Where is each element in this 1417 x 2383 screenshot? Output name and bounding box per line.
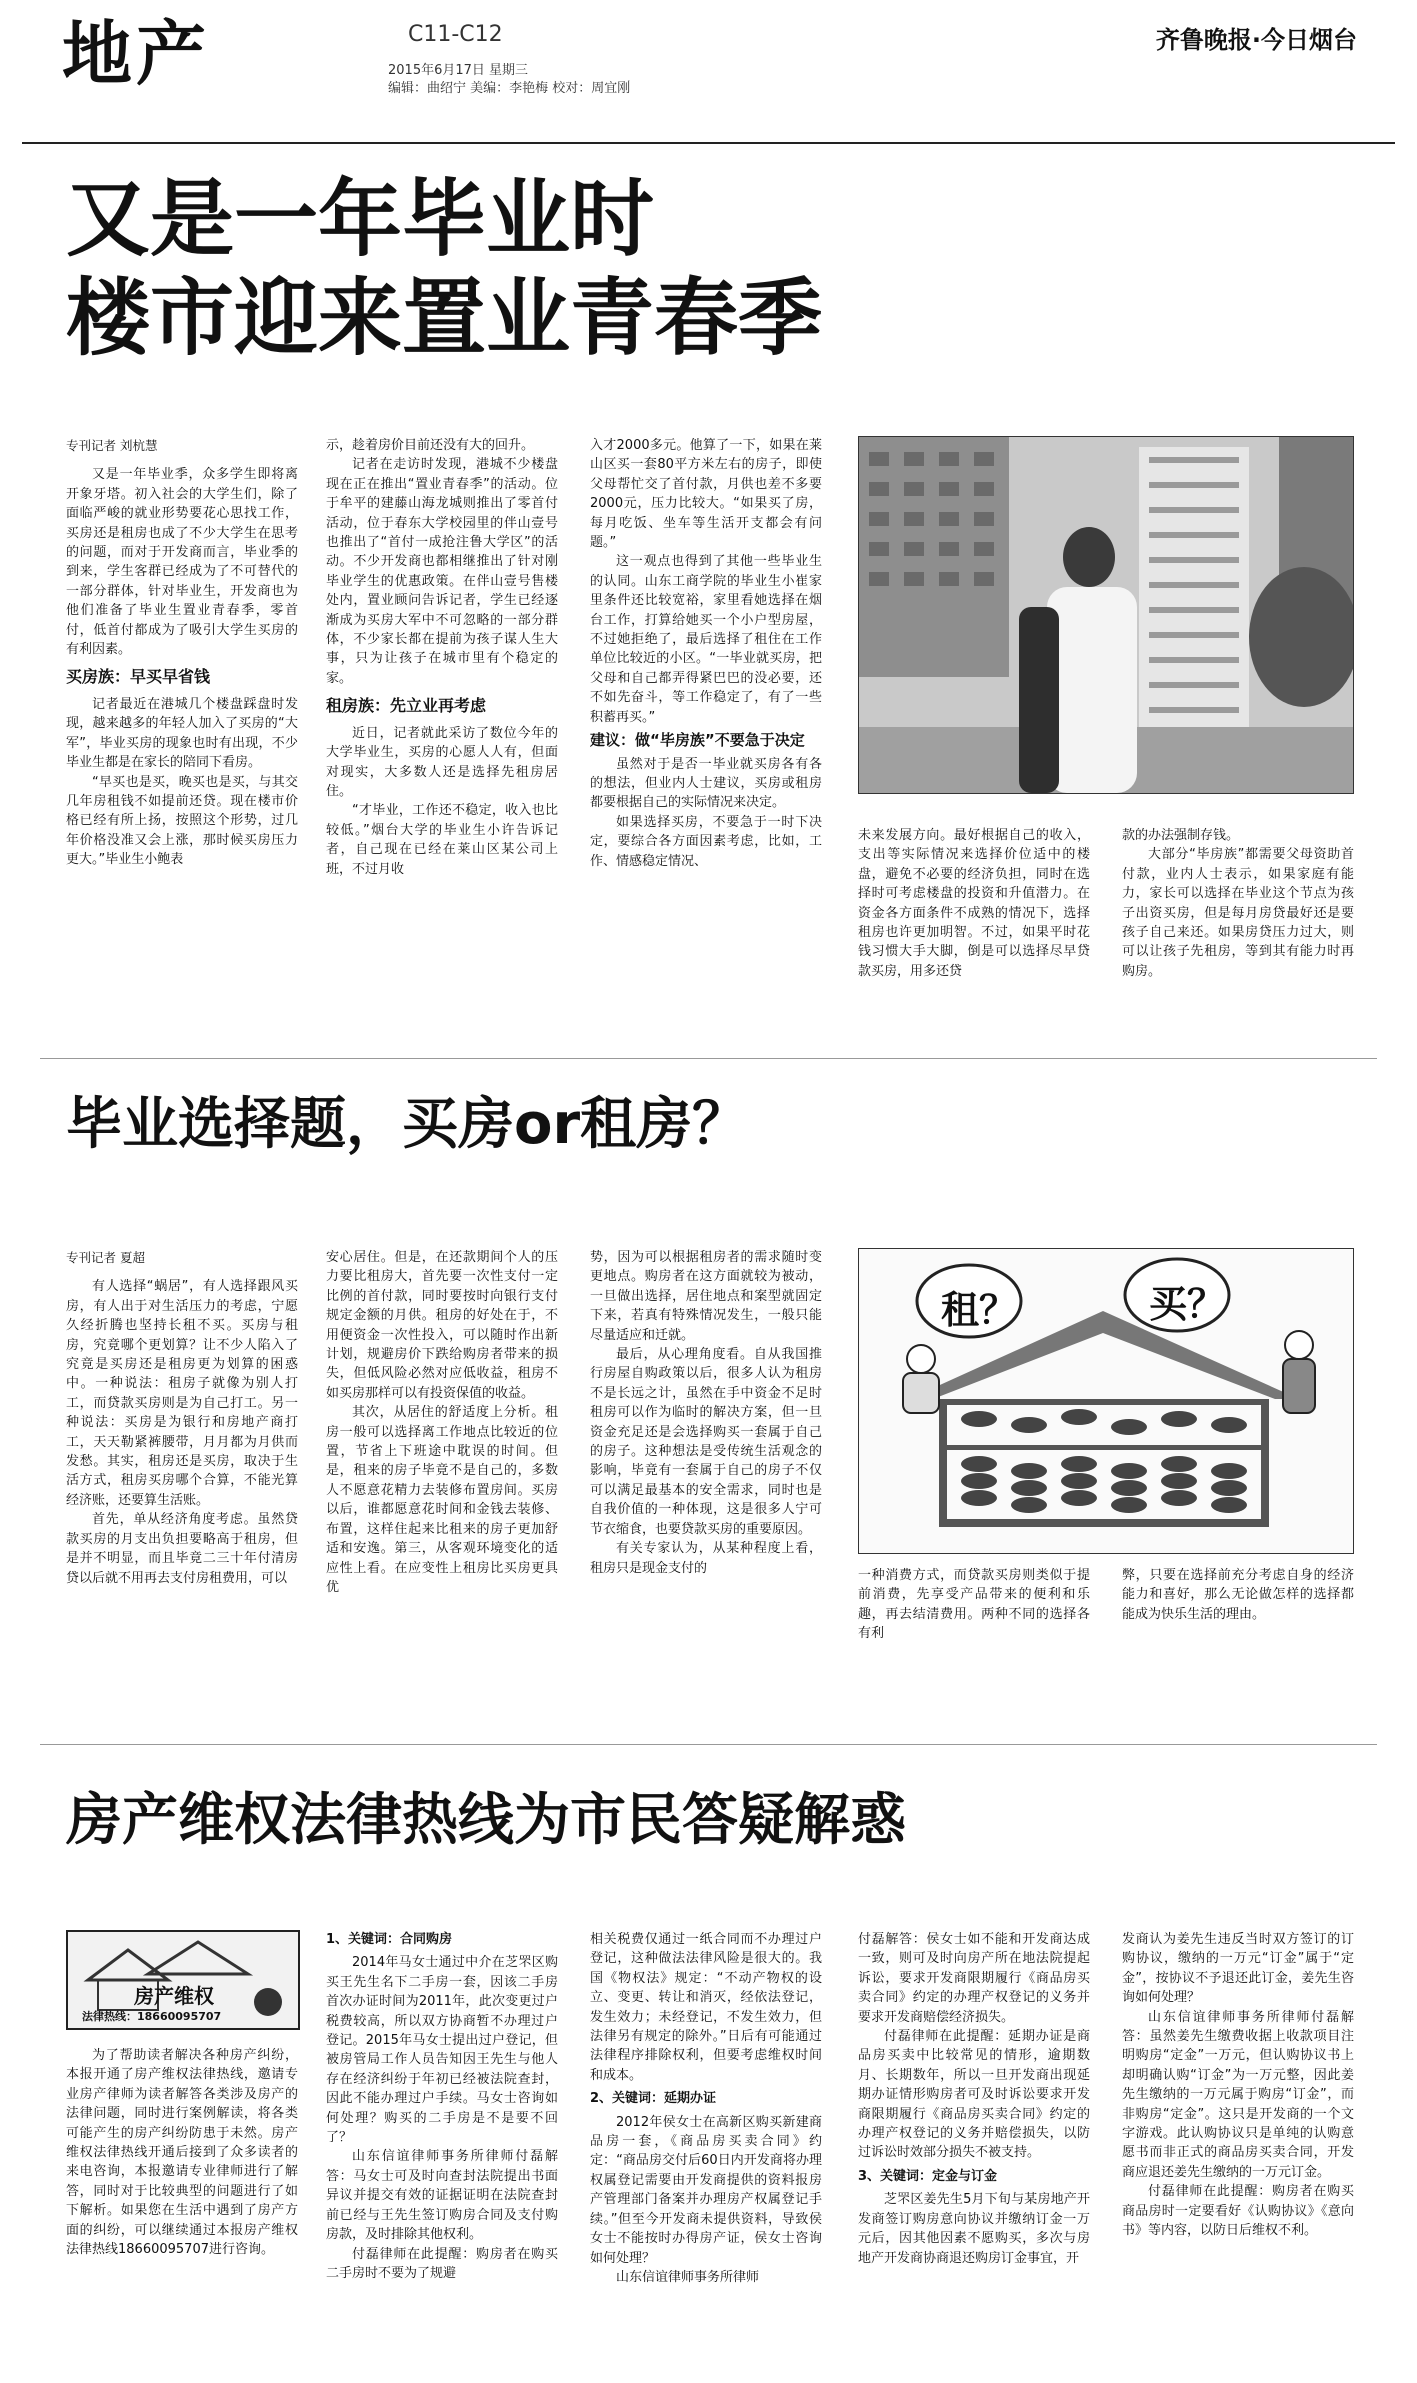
graduate-photo-illustration xyxy=(859,437,1353,793)
article1-paragraph: 记者在走访时发现，港城不少楼盘现在正在推出“置业青春季”的活动。位于牟平的建藤山海龙城则推出了零首付活动，位于春东大学校园里的伴山壹号也推出了“首付一成抢注鲁大学区”的活动。不少开发商也都相继推出了针对刚毕业学生的优惠政策。在伴山壹号售楼处内，置业顾问告诉记者，学生已经逐渐成为买房大军中不可忽略的一部分群体，不少家长都在提前为孩子谋人生大事，只为让孩子在城市里有个稳定的家。 xyxy=(326,457,558,686)
article2-paragraph: 首先，单从经济角度考虑。虽然贷款买房的月支出负担要略高于租房，但是并不明显，而且毕竟二三十年付清房贷以后就不用再去支付房租费用，可以 xyxy=(66,1512,298,1586)
article1-paragraph: 记者最近在港城几个楼盘踩盘时发现，越来越多的年轻人加入了买房的“大军”，毕业买房的现象也时有出现，不少毕业生都是在家长的陪同下看房。 xyxy=(66,696,298,771)
article2-col3 xyxy=(590,1248,822,1728)
article2-col5 xyxy=(1122,1566,1354,1726)
article1-col4 xyxy=(858,826,1090,1036)
article3-paragraph: 山东信谊律师事务所律师 xyxy=(616,2269,760,2285)
article2-paragraph: 一种消费方式，而贷款买房则类似于提前消费，先享受产品带来的便利和乐趣，再去结清费用。两种不同的选择各有利 xyxy=(858,1568,1090,1642)
article1-paragraph: 入才2000多元。他算了一下，如果在莱山区买一套80平方米左右的房子，即使父母帮忙交了首付款，月供也差不多要2000元，压力比较大。“如果买了房，每月吃饭、坐车等生活开支都会有问题。” xyxy=(590,438,822,551)
article1-col1 xyxy=(66,436,298,1036)
article1-subhead-advice: 建议：做“毕房族”不要急于决定 xyxy=(590,731,805,750)
article2-paragraph: 势，因为可以根据租房者的需求随时变更地点。购房者在这方面就较为被动，一旦做出选择，居住地点和案型就固定下来，若真有特殊情况发生，一般只能尽量适应和迁就。 xyxy=(590,1250,822,1343)
header-rule xyxy=(22,142,1395,144)
issue-date: 2015年6月17日 星期三 xyxy=(388,63,529,78)
article3-paragraph: 相关税费仅通过一纸合同而不办理过户登记，这种做法法律风险是很大的。我国《物权法》规定：“不动产物权的设立、变更、转让和消灭，经依法登记，发生效力；未经登记，不发生效力，但法律另有规定的除外。”日后有可能通过法律程序排除权利，但要考虑维权时间和成本。 xyxy=(590,1932,822,2083)
article2-col1 xyxy=(66,1248,298,1728)
bubble-buy: 买？ xyxy=(1149,1282,1226,1326)
article3-col4 xyxy=(858,1930,1090,2350)
article3-headline: 房产维权法律热线为市民答疑解惑 xyxy=(66,1788,906,1853)
article1-paragraph: 未来发展方向。最好根据自己的收入，支出等实际情况来选择价位适中的楼盘，避免不必要的经济负担，同时在选择时可考虑楼盘的投资和升值潜力。在资金各方面条件不成熟的情况下，选择租房也许更加明智。不过，如果平时花钱习惯大手大脚，倒是可以选择尽早贷款买房，用多还贷 xyxy=(858,828,1090,979)
article3-paragraph: 发商认为姜先生违反当时双方签订的订购协议，缴纳的一万元“订金”属于“定金”，按协议不予退还此订金，姜先生咨询如何处理？ xyxy=(1122,1932,1354,2006)
abacus-house-illustration xyxy=(859,1249,1353,1553)
article1-paragraph: 大部分“毕房族”都需要父母资助首付款，业内人士表示，如果家庭有能力，家长可以选择在毕业这个节点为孩子出资买房，但是每月房贷最好还是要孩子自己来还。如果房贷压力过大，则可以让孩子先租房，等到其有能力时再购房。 xyxy=(1122,847,1354,979)
article1-paragraph: “早买也是买，晚买也是买，与其交几年房租钱不如提前还贷。现在楼市价格已经有所上扬，按照这个形势，过几年价格没准又会上涨，那时候买房压力更大。”毕业生小鲍表 xyxy=(66,774,298,868)
graduate-photo xyxy=(858,436,1354,794)
article1-title-line1: 又是一年毕业时 xyxy=(66,170,655,268)
hotline-logo xyxy=(66,1930,300,2030)
article2-headline: 毕业选择题，买房or租房？ xyxy=(66,1092,749,1157)
article3-paragraph: 山东信谊律师事务所律师付磊解答：虽然姜先生缴费收据上收款项目注明购房“定金”一万元，但认购协议书上却明确认购“订金”为一万元整，因此姜先生缴纳的一万元属于购房“订金”，而非购房“定金”。这只是开发商的一个文字游戏。此认购协议只是单纯的认购意愿书而非正式的商品房买卖合同，开发商应退还姜先生缴纳的一万元订金。 xyxy=(1122,2009,1354,2180)
page-range: C11-C12 xyxy=(408,22,503,47)
article3-keyword-2: 2、关键词：延期办证 xyxy=(590,2091,717,2107)
article2-paragraph: 有关专家认为，从某种程度上看，租房只是现金支付的 xyxy=(590,1541,822,1576)
article1-subhead-buy: 买房族：早买早省钱 xyxy=(66,667,211,687)
article1-col5 xyxy=(1122,826,1354,1036)
article3-paragraph: 山东信谊律师事务所律师付磊解答：马女士可及时向查封法院提出书面异议并提交有效的证据证明在法院查封前已经与王先生签订购房合同及支付购房款，及时排除其他权利。 xyxy=(326,2149,558,2243)
article3-paragraph: 付磊解答：侯女士如不能和开发商达成一致，则可及时向房产所在地法院提起诉讼，要求开发商限期履行《商品房买卖合同》约定的办理产权登记的义务并要求开发商赔偿经济损失。 xyxy=(858,1932,1090,2025)
article1-paragraph: 虽然对于是否一毕业就买房各有各的想法，但业内人士建议，买房或租房都要根据自己的实际情况来决定。 xyxy=(590,756,822,811)
article3-paragraph: 付磊律师在此提醒：购房者在购买商品房时一定要看好《认购协议》《意向书》等内容，以防日后维权不利。 xyxy=(1122,2184,1354,2239)
article3-paragraph: 2012年侯女士在高新区购买新建商品房一套，《商品房买卖合同》约定：“商品房交付后60日内开发商将办理权属登记需要由开发商提供的资料报房产管理部门备案并办理房产权属登记手续。”但至今开发商未提供资料，导致侯女士不能按时办得房产证，侯女士咨询如何处理？ xyxy=(590,2114,822,2266)
article1-paragraph: 款的办法强制存钱。 xyxy=(1122,828,1240,843)
rent-or-buy-cartoon xyxy=(858,1248,1354,1554)
article1-paragraph: 又是一年毕业季，众多学生即将离开象牙塔。初入社会的大学生们，除了面临严峻的就业形势要花心思找工作，买房还是租房也成了不少大学生在思考的问题，而对于开发商而言，毕业季的到来，学生客群已经成为了不可替代的一部分群体，针对毕业生，开发商也为他们准备了毕业生置业青春季，零首付，低首付都成为了吸引大学生买房的有利因素。 xyxy=(66,467,298,658)
article2-col2 xyxy=(326,1248,558,1728)
article3-keyword-3: 3、关键词：定金与订金 xyxy=(858,2168,998,2184)
article3-paragraph: 为了帮助读者解决各种房产纠纷，本报开通了房产维权法律热线，邀请专业房产律师为读者解答各类涉及房产的法律问题，同时进行案例解读，将各类可能产生的房产纠纷防患于未然。房产维权法律热线开通后接到了众多读者的来电咨询，本报邀请专业律师进行了解答，同时对于比较典型的问题进行了如下解析。如果您在生活中遇到了房产方面的纠纷，可以继续通过本报房产维权法律热线18660095707进行咨询。 xyxy=(66,2048,298,2258)
article1-byline: 专刊记者 刘杭慧 xyxy=(66,438,158,453)
article2-col4 xyxy=(858,1566,1090,1726)
article1-col2 xyxy=(326,436,558,1036)
bubble-rent: 租？ xyxy=(941,1288,1018,1332)
hotline-number: 法律热线：18660095707 xyxy=(82,2010,222,2023)
article1-col3 xyxy=(590,436,822,1036)
hotline-logo-title: 房产维权 xyxy=(134,1984,214,2008)
editor-credits: 编辑：曲绍宁 美编：李艳梅 校对：周宜刚 xyxy=(388,81,631,96)
article2-paragraph: 有人选择“蜗居”，有人选择跟风买房，有人出于对生活压力的考虑，宁愿久经折腾也坚持长租不买。买房与租房，究竟哪个更划算？让不少人陷入了究竟是买房还是租房更为划算的困惑中。一种说法：租房子就像为别人打工，而贷款买房则是为自己打工。另一种说法：买房是为银行和房地产商打工，天天勒紧裤腰带，月月都为月供而发愁。其实，租房还是买房，取决于生活方式，租房买房哪个合算，不能光算经济账，还要算生活账。 xyxy=(66,1279,298,1508)
article3-col1 xyxy=(66,2046,298,2346)
article1-paragraph: 近日，记者就此采访了数位今年的大学毕业生，买房的心愿人人有，但面对现实，大多数人还是选择先租房居住。 xyxy=(326,725,558,799)
section-title: 地产 xyxy=(62,13,210,95)
article2-paragraph: 最后，从心理角度看。自从我国推行房屋自购政策以后，很多人认为租房不是长远之计，虽然在手中资金不足时租房可以作为临时的解决方案，但一旦资金充足还是会选择购买一套属于自己的房子。这种想法是受传统生活观念的影响，毕竟有一套属于自己的房子不仅可以满足最基本的安全需求，同时也是自我价值的一种体现，这是很多人宁可节衣缩食，也要贷款买房的重要原因。 xyxy=(590,1347,822,1537)
article3-col2 xyxy=(326,1930,558,2350)
article1-paragraph: “才毕业，工作还不稳定，收入也比较低。”烟台大学的毕业生小许告诉记者，自己现在已经在莱山区某公司上班，不过月收 xyxy=(326,803,558,877)
article1-paragraph: 如果选择买房，不要急于一时下决定，要综合各方面因素考虑，比如，工作、情感稳定情况、 xyxy=(590,814,822,869)
article1-paragraph: 示，趁着房价目前还没有大的回升。 xyxy=(326,438,535,453)
issue-meta xyxy=(388,62,630,98)
article3-paragraph: 付磊律师在此提醒：购房者在购买二手房时不要为了规避 xyxy=(326,2246,558,2281)
section-divider xyxy=(40,1058,1377,1059)
article3-paragraph: 芝罘区姜先生5月下旬与某房地产开发商签订购房意向协议并缴纳订金一万元后，因其他因素不愿购买，多次与房地产开发商协商退还购房订金事宜，开 xyxy=(858,2192,1090,2266)
article3-keyword-1: 1、关键词：合同购房 xyxy=(326,1932,453,1947)
article1-paragraph: 这一观点也得到了其他一些毕业生的认同。山东工商学院的毕业生小崔家里条件还比较宽裕，家里看她选择在烟台工作，打算给她买一个小户型房屋，不过她拒绝了，最后选择了租住在工作单位比较近的小区。“一毕业就买房，把父母和自己都弄得紧巴巴的没必要，还不如先奋斗，等工作稳定了，有了一些积蓄再买。” xyxy=(590,554,822,725)
article3-col5 xyxy=(1122,1930,1354,2350)
article3-paragraph: 付磊律师在此提醒：延期办证是商品房买卖中比较常见的情形，逾期数月、长期数年，所以一旦开发商出现延期办证情形购房者可及时诉讼要求开发商限期履行《商品房买卖合同》约定的办理产权登记的义务并赔偿损失，以防过诉讼时效部分损失不被支持。 xyxy=(858,2029,1090,2161)
newspaper-brand: 齐鲁晚报·今日烟台 xyxy=(1155,26,1357,54)
section-divider xyxy=(40,1744,1377,1745)
article2-byline: 专刊记者 夏超 xyxy=(66,1250,145,1265)
article2-paragraph: 安心居住。但是，在还款期间个人的压力要比租房大，首先要一次性支付一定比例的首付款，同时要按时向银行支付规定金额的月供。租房的好处在于，不用便资金一次性投入，可以随时作出新计划，规避房价下跌给购房者带来的损失，但低风险必然对应低收益，租房不如买房那样可以有投资保值的收益。 xyxy=(326,1250,558,1401)
article3-paragraph: 2014年马女士通过中介在芝罘区购买王先生名下二手房一套，因该二手房首次办证时间为2011年，此次变更过户税费较高，所以双方协商暂不办理过户登记。2015年马女士提出过户登记，但被房管局工作人员告知因王先生与他人存在经济纠纷于年初已经被法院查封，因此不能办理过户手续。马女士咨询如何处理？购买的二手房是不是要不回了？ xyxy=(326,1955,558,2146)
article3-col3 xyxy=(590,1930,822,2350)
article1-subhead-rent: 租房族：先立业再考虑 xyxy=(326,696,487,716)
article2-paragraph: 其次，从居住的舒适度上分析。租房一般可以选择离工作地点比较近的位置，节省上下班途中耽误的时间。但是，租来的房子毕竟不是自己的，多数人不愿意花精力去装修布置房间。买房以后，谁都愿意花时间和金钱去装修、布置，这样住起来比租来的房子更加舒适和安逸。第三，从客观环境变化的适应性上看。在应变性上租房比买房更具优 xyxy=(326,1405,558,1595)
article1-title-line2: 楼市迎来置业青春季 xyxy=(66,269,823,368)
article2-paragraph: 弊，只要在选择前充分考虑自身的经济能力和喜好，那么无论做怎样的选择都能成为快乐生活的理由。 xyxy=(1122,1568,1354,1622)
article1-headline xyxy=(66,170,822,368)
